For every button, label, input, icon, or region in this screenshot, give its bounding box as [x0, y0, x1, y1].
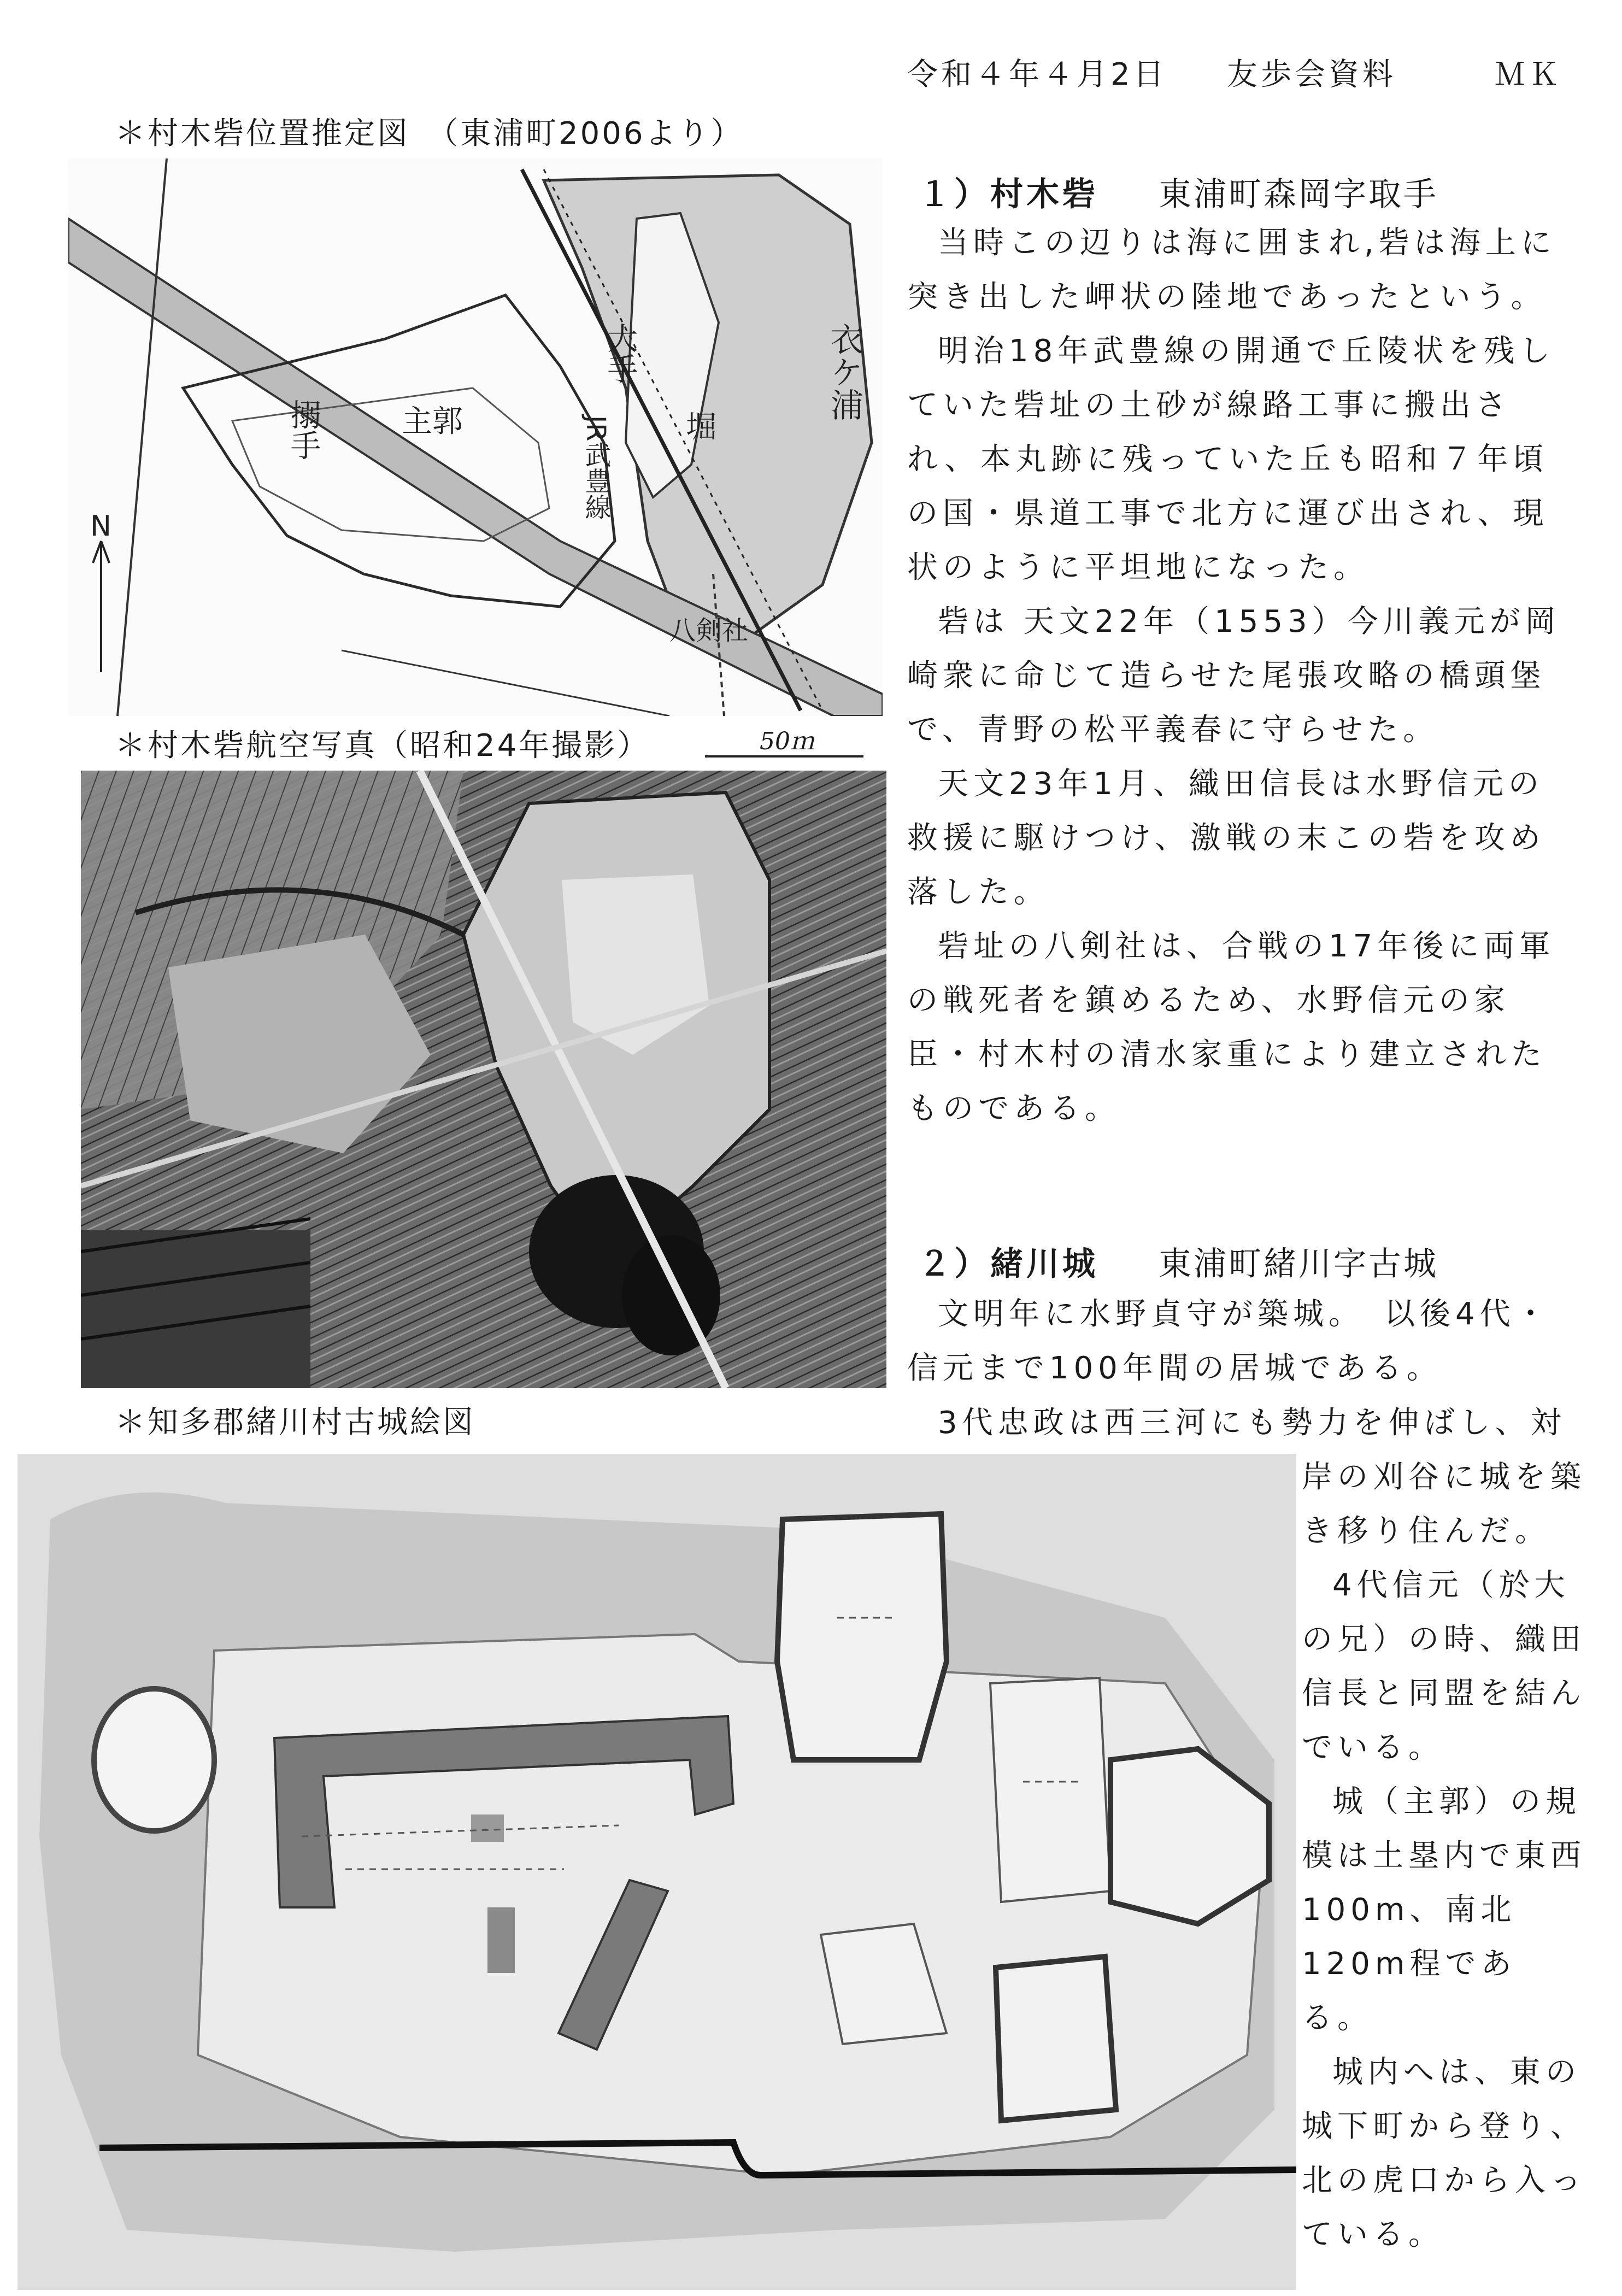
section1-paragraph: 砦は 天文22年（1553）今川義元が岡崎衆に命じて造らせた尾張攻略の橋頭堡で、青野の松平義春に守らせた。	[907, 604, 1561, 748]
section2-title: 緒川城	[990, 1245, 1098, 1283]
aerial-caption: ＊村木砦航空写真（昭和24年撮影）	[115, 728, 650, 764]
header-date: 令和４年４月2日	[907, 57, 1167, 92]
section2-paragraph: 4代信元（於大の兄）の時、織田信長と同盟を結んでいる。	[1302, 1567, 1586, 1765]
map-label-shukaku: 主郭	[402, 404, 463, 439]
header-author: ＭＫ	[1495, 57, 1562, 92]
scale-bar	[705, 721, 869, 771]
section2-body-narrow	[1302, 1450, 1586, 2262]
section1-paragraph: 砦址の八剣社は、合戦の17年後に両軍の戦死者を鎮めるため、水野信元の家臣・村木村の清水家重により建立されたものである。	[907, 929, 1555, 1126]
section2-location: 東浦町緒川字古城	[1159, 1245, 1438, 1283]
header-event: 友歩会資料	[1227, 57, 1396, 92]
section1-paragraph: 当時この辺りは海に囲まれ,砦は海上に突き出した岬状の陸地であったという。	[907, 225, 1556, 315]
section2-paragraph: 岸の刈谷に城を築き移り住んだ。	[1302, 1459, 1586, 1549]
section2-paragraph: 文明年に水野貞守が築城。 以後4代・信元まで100年間の居城である。	[907, 1296, 1551, 1386]
section2-paragraph: 城内へは、東の城下町から登り、北の虎口から入っている。	[1302, 2054, 1586, 2252]
position-map	[68, 158, 883, 716]
map-label-karabori: 堀	[686, 409, 716, 445]
map-label-sea: 衣ケ浦	[825, 322, 863, 421]
section1-number: １）	[918, 175, 990, 214]
map-label-rail: JR武豊線	[580, 415, 611, 520]
section2-paragraph: 城（主郭）の規模は土塁内で東西100m、南北120m程である。	[1302, 1784, 1586, 2036]
section1-location: 東浦町森岡字取手	[1159, 175, 1438, 214]
old-castle-drawing	[17, 1454, 1296, 2290]
scale-line	[705, 755, 863, 757]
aerial-photo	[81, 771, 886, 1388]
map-label-karamete: 搦手	[285, 399, 321, 460]
section1-paragraph: 明治18年武豊線の開通で丘陵状を残していた砦址の土砂が線路工事に搬出され、本丸跡に残っていた丘も昭和７年頃の国・県道工事で北方に運び出され、現状のように平坦地になった。	[907, 333, 1555, 585]
section2-paragraph: 3代忠政は西三河にも勢力を伸ばし、対	[938, 1405, 1566, 1441]
section2-body-wide	[907, 1287, 1563, 1395]
kojou-caption: ＊知多郡緒川村古城絵図	[115, 1405, 475, 1440]
section2-number: ２）	[918, 1245, 990, 1283]
section1-body	[907, 216, 1563, 1136]
scale-label: 50ｍ	[760, 727, 814, 755]
section1-title: 村木砦	[990, 175, 1098, 214]
section2-heading	[918, 1238, 1438, 1285]
map-label-north: N	[90, 510, 111, 543]
section1-heading	[918, 168, 1438, 215]
section2-para3-start	[907, 1396, 1566, 1450]
section1-paragraph: 天文23年1月、織田信長は水野信元の救援に駆けつけ、激戦の末この砦を攻め落した。	[907, 766, 1545, 910]
map-label-shrine: 八剣社	[669, 615, 749, 646]
map-label-ote: 大手	[602, 322, 638, 384]
map-caption: ＊村木砦位置推定図 （東浦町2006より）	[115, 116, 744, 151]
